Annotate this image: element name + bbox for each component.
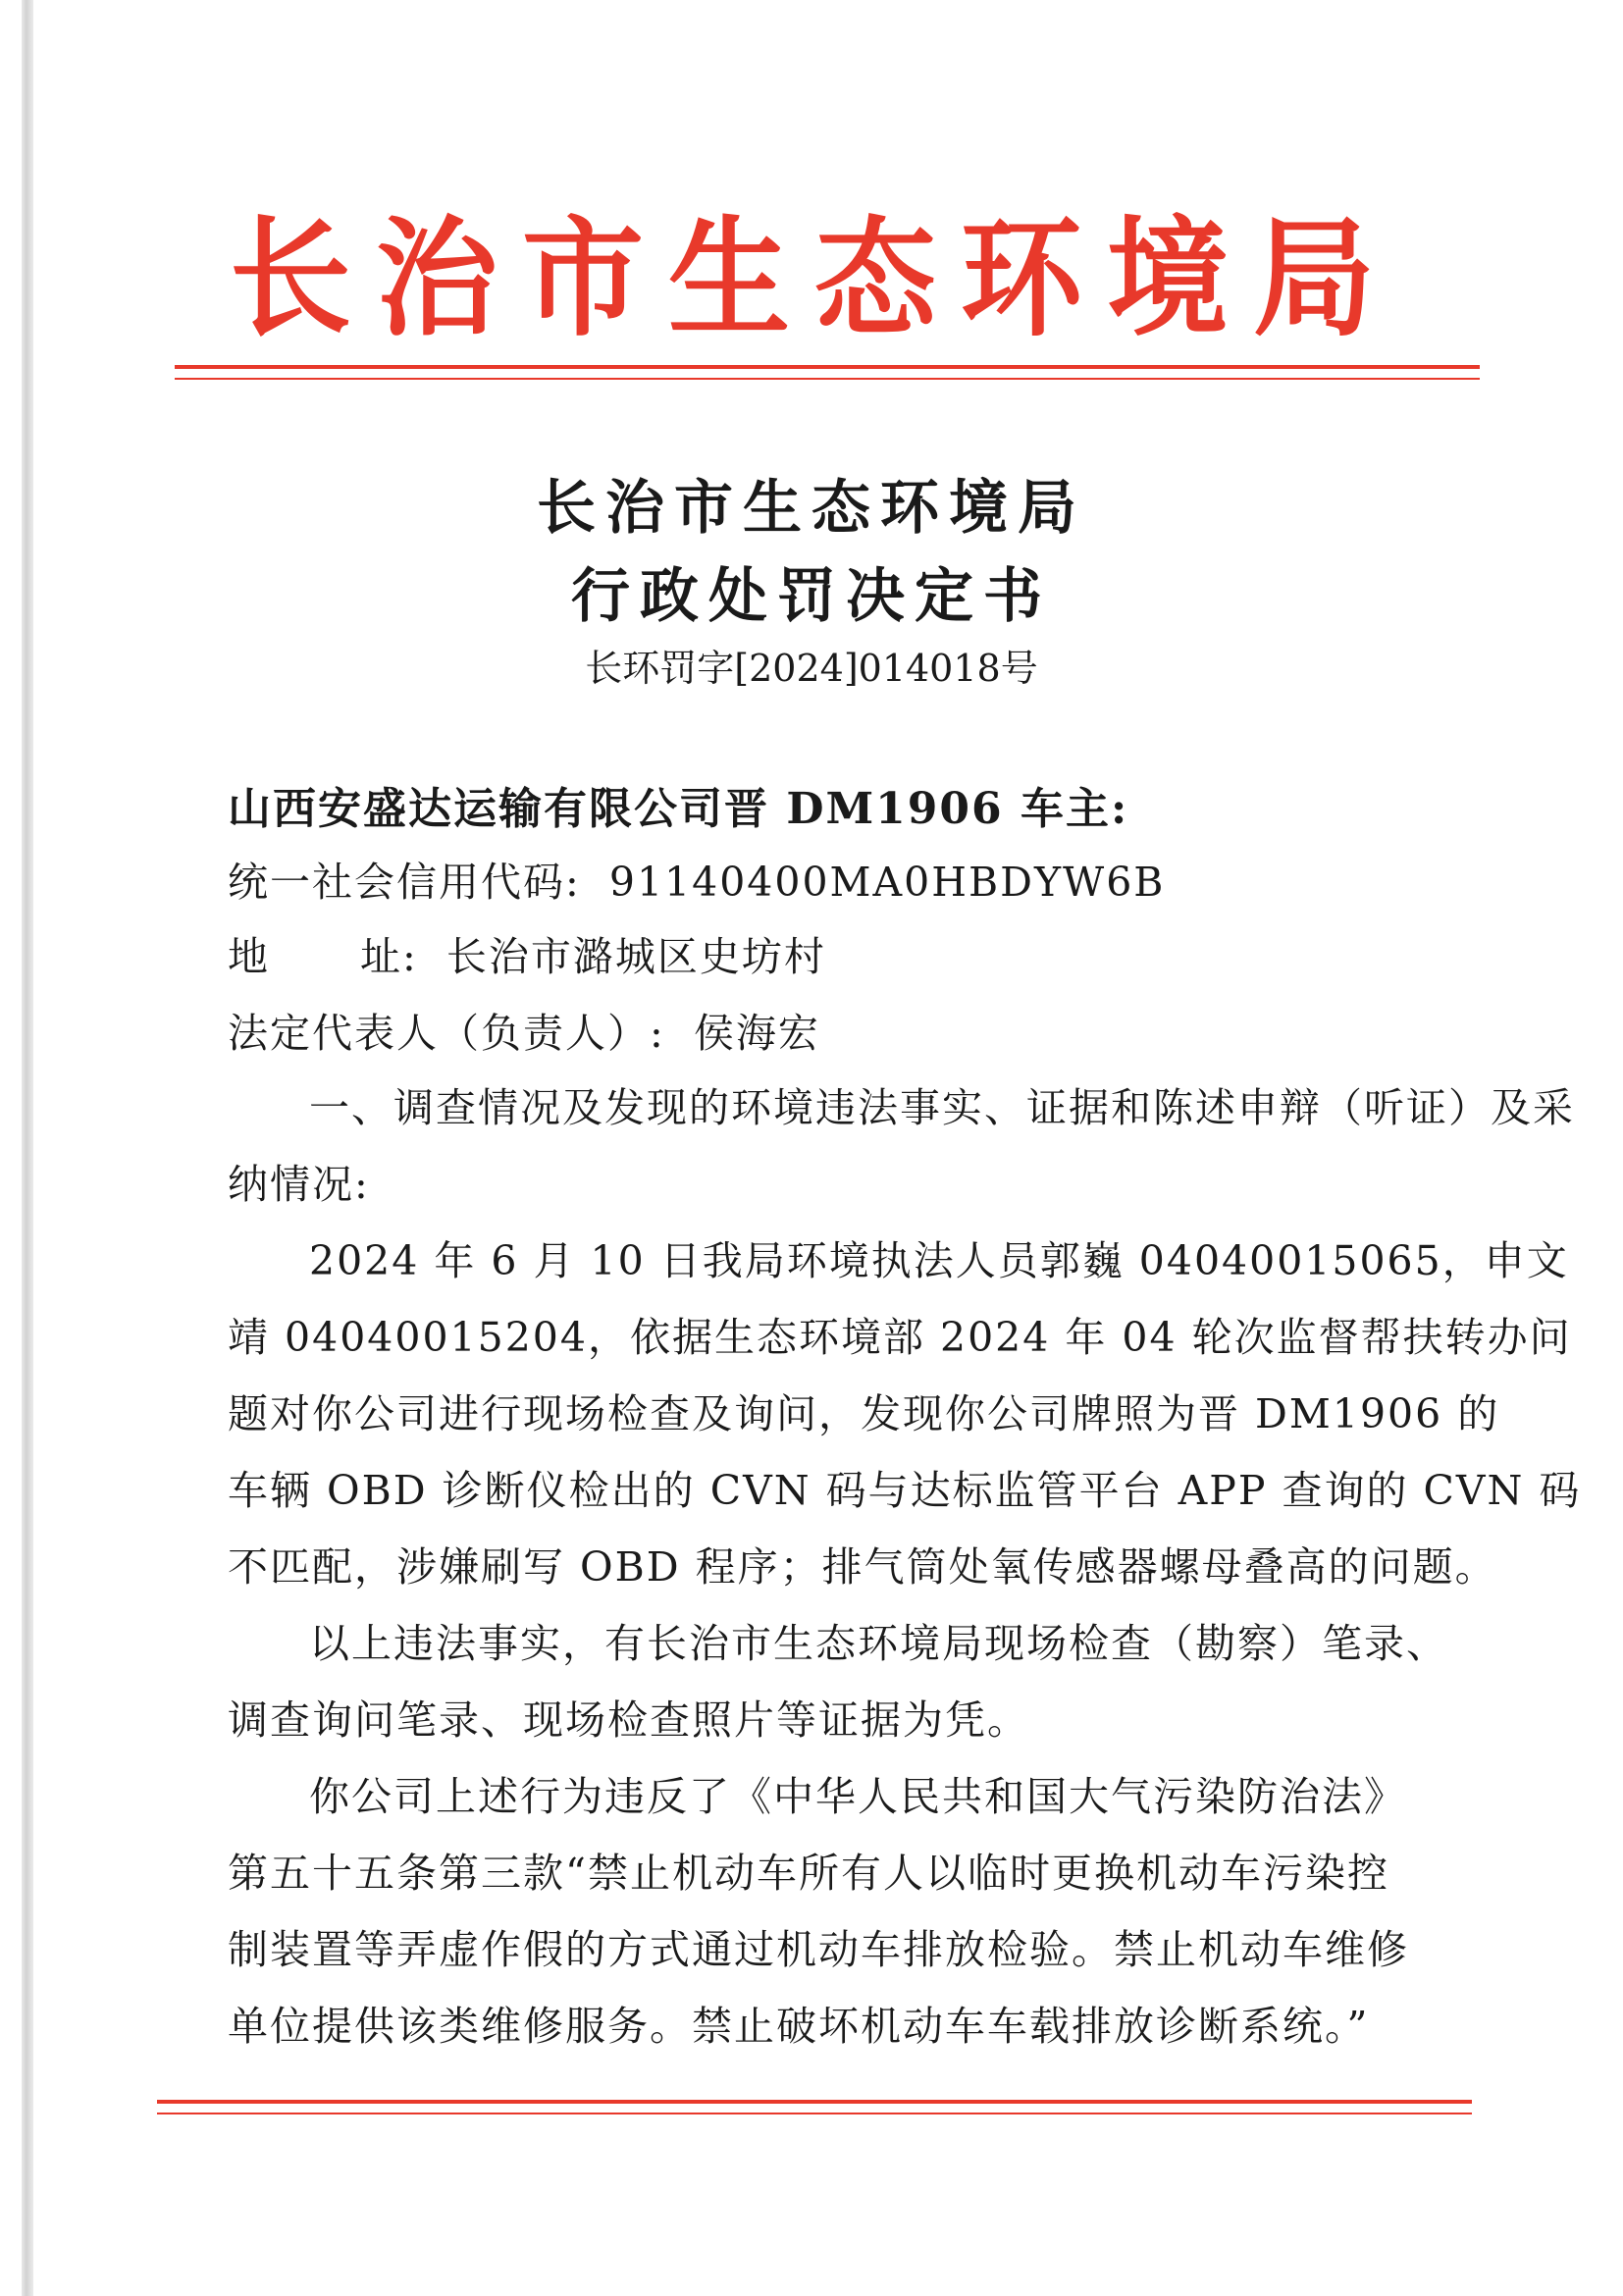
body-line: 以上违法事实，有长治市生态环境局现场检查（勘察）笔录、 — [309, 1620, 1448, 1667]
doc-number: 长环罚字[2024]014018号 — [585, 647, 1038, 690]
body-line: 你公司上述行为违反了《中华人民共和国大气污染防治法》 — [309, 1773, 1406, 1820]
body-line: 车辆 OBD 诊断仪检出的 CVN 码与达标监管平台 APP 查询的 CVN 码 — [228, 1467, 1582, 1514]
org-letterhead: 长治市生态环境局 — [229, 204, 1399, 355]
doc-title-line2: 行政处罚决定书 — [571, 562, 1052, 631]
address-label-1: 地 — [228, 933, 270, 980]
body-line: 一、调查情况及发现的环境违法事实、证据和陈述申辩（听证）及采 — [309, 1084, 1575, 1131]
rep-label: 法定代表人（负责人）: — [228, 1010, 665, 1057]
doc-title-line1: 长治市生态环境局 — [537, 474, 1086, 543]
letterhead-rule-thin — [175, 378, 1480, 380]
body-line: 题对你公司进行现场检查及询问，发现你公司牌照为晋 DM1906 的 — [228, 1390, 1500, 1437]
credit-code-value: 91140400MA0HBDYW6B — [608, 859, 1166, 906]
body-line: 单位提供该类维修服务。禁止破坏机动车车载排放诊断系统。” — [228, 2003, 1370, 2050]
address-value: 长治市潞城区史坊村 — [445, 933, 826, 980]
credit-code-label: 统一社会信用代码: — [228, 859, 581, 906]
body-line: 第五十五条第三款“禁止机动车所有人以临时更换机动车污染控 — [228, 1850, 1389, 1897]
body-line: 不匹配，涉嫌刷写 OBD 程序；排气筒处氧传感器螺母叠高的问题。 — [228, 1543, 1497, 1591]
scan-edge — [22, 0, 33, 2296]
letterhead-rule-thick — [175, 365, 1480, 369]
body-line: 靖 04040015204，依据生态环境部 2024 年 04 轮次监督帮扶转办问 — [228, 1314, 1572, 1361]
body-line: 制装置等弄虚作假的方式通过机动车排放检验。禁止机动车维修 — [228, 1926, 1409, 1973]
footer-rule-thick — [157, 2100, 1472, 2104]
address-label-2: 址: — [360, 933, 418, 980]
credit-code-row — [228, 850, 1165, 908]
rep-value: 侯海宏 — [693, 1010, 820, 1057]
body-line: 调查询问笔录、现场检查照片等证据为凭。 — [228, 1696, 1029, 1744]
party-name: 山西安盛达运输有限公司晋 DM1906 车主: — [228, 784, 1129, 834]
body-line: 2024 年 6 月 10 日我局环境执法人员郭巍 04040015065，申文 — [309, 1237, 1569, 1284]
address-row — [228, 924, 826, 982]
footer-rule-thin — [157, 2113, 1472, 2114]
body-line: 纳情况: — [228, 1161, 370, 1208]
rep-row — [228, 1001, 820, 1059]
